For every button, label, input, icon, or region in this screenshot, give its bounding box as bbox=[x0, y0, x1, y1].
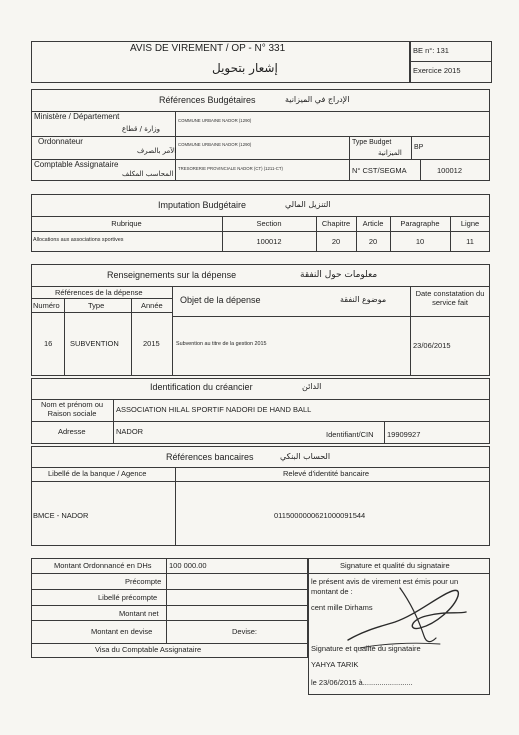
objet-label: Objet de la dépense bbox=[180, 295, 261, 305]
bancaires-heading-arabic: الحساب البنكي bbox=[280, 452, 331, 461]
signature-text-2: montant de : bbox=[311, 587, 353, 596]
visa-label: Visa du Comptable Assignataire bbox=[95, 645, 202, 654]
col-section: Section bbox=[256, 219, 282, 228]
signature-date: le 23/06/2015 à........................ bbox=[311, 678, 413, 687]
depense-type: SUBVENTION bbox=[70, 339, 119, 348]
cell-section: 100012 bbox=[256, 237, 282, 246]
signatory-label: Signature et qualité du signataire bbox=[311, 644, 421, 653]
creancier-heading-arabic: الدائن bbox=[302, 382, 322, 391]
type-budget-label: Type Budget bbox=[352, 139, 392, 146]
montant-ordonnance-label: Montant Ordonnancé en DHs bbox=[54, 561, 152, 570]
col-numero: Numéro bbox=[33, 301, 60, 310]
libelle-banque-label: Libellé de la banque / Agence bbox=[48, 469, 147, 478]
form-title: AVIS DE VIREMENT / OP - N° 331 bbox=[130, 43, 286, 54]
type-budget-value: BP bbox=[414, 144, 424, 151]
cell-ligne: 11 bbox=[466, 237, 474, 246]
signatory-name: YAHYA TARIK bbox=[311, 660, 359, 669]
date-constatation-label-1: Date constatation du service fait bbox=[415, 289, 485, 308]
depense-objet: Subvention au titre de la gestion 2015 bbox=[176, 341, 267, 347]
devise-label: Devise: bbox=[232, 627, 258, 636]
depense-heading: Renseignements sur la dépense bbox=[107, 270, 237, 280]
type-budget-label-arabic: الميزانية bbox=[378, 149, 402, 157]
rib-value: 011500000062100009154​4 bbox=[274, 511, 366, 520]
amount-in-words: cent mille Dirhams bbox=[311, 603, 373, 612]
signature-text-1: le présent avis de virement est émis pour un bbox=[311, 577, 459, 586]
ministere-value: COMMUNE URBAINE NADOR (1290) bbox=[178, 118, 252, 123]
cell-chapitre: 20 bbox=[331, 237, 341, 246]
budget-refs-heading: Références Budgétaires bbox=[159, 95, 256, 105]
creancier-nom: ASSOCIATION HILAL SPORTIF NADORI DE HAND BALL bbox=[116, 405, 312, 414]
cell-article: 20 bbox=[368, 237, 378, 246]
cst-value: 100012 bbox=[437, 166, 463, 175]
cell-paragraphe: 10 bbox=[415, 237, 425, 246]
comptable-value: TRESORERIE PROVINCIALE NADOR (CT) (1211-CT) bbox=[178, 166, 283, 171]
rib-label: Relevé d'identité bancaire bbox=[283, 469, 370, 478]
depense-annee: 2015 bbox=[143, 339, 160, 348]
banque-value: BMCE - NADOR bbox=[33, 511, 89, 520]
montant-devise-label: Montant en devise bbox=[91, 627, 153, 636]
ordonnateur-label: Ordonnateur bbox=[38, 137, 83, 146]
creancier-adresse: NADOR bbox=[116, 427, 144, 436]
nom-label-2: Raison sociale bbox=[47, 409, 97, 418]
handwritten-signature bbox=[340, 578, 490, 653]
depense-section bbox=[31, 264, 490, 376]
adresse-label: Adresse bbox=[58, 427, 86, 436]
col-ligne: Ligne bbox=[460, 219, 480, 228]
bancaires-section bbox=[31, 446, 490, 546]
ministere-label: Ministère / Département bbox=[34, 112, 120, 121]
objet-label-arabic: موضوع النفقة bbox=[340, 295, 387, 304]
col-type: Type bbox=[88, 301, 105, 310]
col-annee: Année bbox=[141, 301, 163, 310]
signature-heading: Signature et qualité du signataire bbox=[340, 561, 450, 570]
cin-label: Identifiant/CIN bbox=[326, 430, 374, 439]
libelle-precompte-label: Libellé précompte bbox=[98, 593, 158, 602]
ordonnateur-value: COMMUNE URBAINE NADOR (1290) bbox=[178, 142, 252, 147]
nom-label-1: Nom et prénom ou bbox=[40, 400, 104, 409]
cst-label: N° CST/SEGMA bbox=[352, 166, 407, 175]
col-chapitre: Chapitre bbox=[321, 219, 351, 228]
comptable-label-arabic: المحاسب المكلف bbox=[122, 170, 174, 178]
col-rubrique: Rubrique bbox=[111, 219, 142, 228]
form-title-arabic: إشعار بتحويل bbox=[212, 61, 278, 75]
ordonnateur-label-arabic: الآمر بالصرف bbox=[137, 147, 177, 155]
imputation-heading: Imputation Budgétaire bbox=[158, 200, 247, 210]
cin-value: 19909927 bbox=[387, 430, 421, 439]
bancaires-heading: Références bancaires bbox=[166, 452, 254, 462]
precompte-label: Précompte bbox=[125, 577, 162, 586]
exercice-year: Exercice 2015 bbox=[413, 66, 461, 75]
col-paragraphe: Paragraphe bbox=[400, 219, 440, 228]
montant-ordonnance-value: 100 000.00 bbox=[169, 561, 207, 570]
refs-depense-label: Références de la dépense bbox=[55, 288, 143, 297]
comptable-label: Comptable Assignataire bbox=[34, 160, 119, 169]
be-number: BE n°: 131 bbox=[413, 46, 449, 55]
cell-rubrique: Allocations aux associations sportives bbox=[33, 237, 124, 243]
depense-heading-arabic: معلومات حول النفقة bbox=[300, 270, 378, 280]
montant-net-label: Montant net bbox=[119, 609, 159, 618]
ministere-label-arabic: وزارة / قطاع bbox=[122, 125, 160, 133]
depense-numero: 16 bbox=[44, 339, 53, 348]
col-article: Article bbox=[362, 219, 384, 228]
creancier-heading: Identification du créancier bbox=[150, 382, 253, 392]
imputation-heading-arabic: التنزيل المالي bbox=[285, 200, 331, 209]
budget-refs-heading-arabic: الإدراج في الميزانية bbox=[285, 95, 350, 104]
depense-date: 23/06/2015 bbox=[413, 341, 451, 350]
